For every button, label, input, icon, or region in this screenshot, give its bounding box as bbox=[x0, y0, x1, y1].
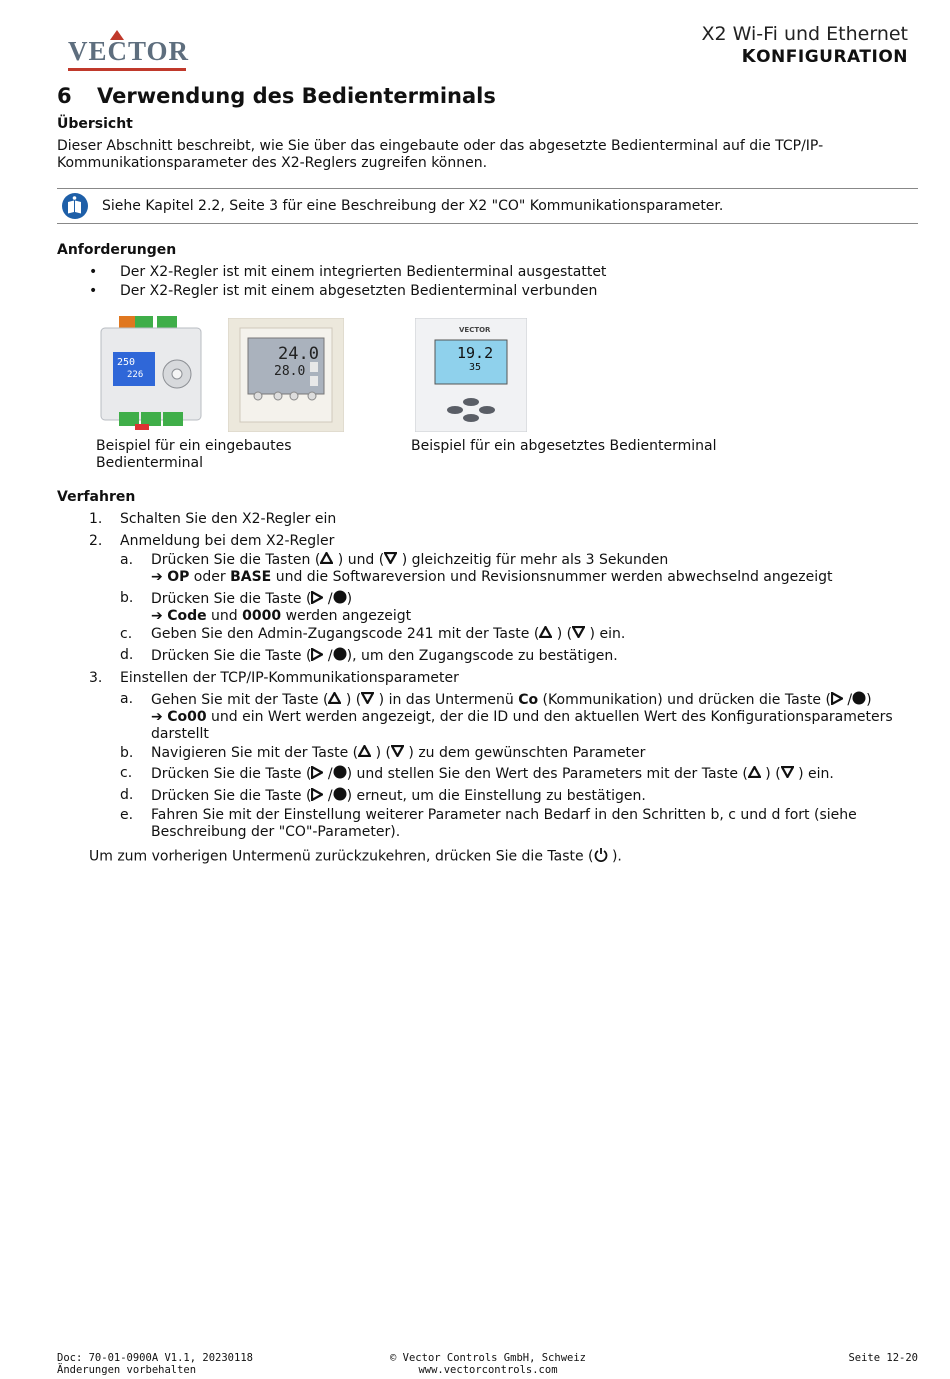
down-triangle-icon bbox=[781, 766, 794, 782]
step-2: Anmeldung bei dem X2-Regler bbox=[120, 533, 335, 549]
step-3b: Navigieren Sie mit der Taste ( ) ( ) zu dem gewünschten Parameter bbox=[151, 745, 646, 761]
play-icon bbox=[311, 788, 323, 805]
step-3e-cont: Beschreibung der "CO"-Parameter). bbox=[151, 824, 401, 840]
step-3a-result: ➔ Co00 und ein Wert werden angezeigt, der die ID und den aktuellen Wert des Konfigurationsparameters bbox=[151, 709, 893, 725]
footer-left: Doc: 70-01-0900A V1.1, 20230118 Änderungen vorbehalten bbox=[57, 1352, 253, 1376]
requirement-item: Der X2-Regler ist mit einem abgesetzten Bedienterminal verbunden bbox=[120, 283, 598, 299]
substep-label: a. bbox=[120, 552, 134, 568]
footer-page-number: Seite 12-20 bbox=[848, 1352, 918, 1364]
arrow-right-icon: ➔ bbox=[151, 709, 168, 725]
remote-terminal-image bbox=[415, 318, 527, 432]
substep-label: c. bbox=[120, 626, 133, 642]
step-2b: Drücken Sie die Taste ( / ) bbox=[151, 591, 353, 607]
device1-display-value: 250 bbox=[117, 357, 136, 368]
step-2b-result: ➔ Code und 0000 werden angezeigt bbox=[151, 608, 412, 624]
down-triangle-icon bbox=[384, 552, 397, 568]
step-3a-result-cont: darstellt bbox=[151, 726, 209, 742]
wall-terminal-image bbox=[228, 318, 344, 432]
play-icon bbox=[831, 692, 843, 709]
device3-display-value: 19.2 bbox=[457, 344, 494, 362]
device1-display-value: 226 bbox=[127, 370, 144, 380]
overview-heading: Übersicht bbox=[57, 116, 133, 132]
play-icon bbox=[311, 591, 323, 608]
builtin-terminal-image bbox=[97, 316, 205, 430]
note-text: Siehe Kapitel 2.2, Seite 3 für eine Beschreibung der X2 "CO" Kommunikationsparameter. bbox=[102, 198, 724, 214]
ok-dot-icon bbox=[333, 765, 347, 783]
up-triangle-icon bbox=[328, 692, 341, 708]
step-3d: Drücken Sie die Taste ( / ) erneut, um die Einstellung zu bestätigen. bbox=[151, 788, 646, 804]
section-title: Verwendung des Bedienterminals bbox=[97, 84, 496, 108]
step-2c: Geben Sie den Admin-Zugangscode 241 mit der Taste ( ) ( ) ein. bbox=[151, 626, 626, 642]
section-heading bbox=[57, 84, 496, 108]
play-icon bbox=[311, 648, 323, 665]
step-number: 1. bbox=[89, 511, 103, 527]
step-3a: Gehen Sie mit der Taste ( ) ( ) in das Untermenü Co (Kommunikation) und drücken die Taste ( / ) bbox=[151, 692, 872, 708]
logo-text: VECTOR bbox=[68, 36, 190, 66]
arrow-right-icon: ➔ bbox=[151, 569, 168, 585]
step-number: 3. bbox=[89, 670, 103, 686]
document-title: X2 Wi-Fi und Ethernet bbox=[701, 23, 908, 45]
up-triangle-icon bbox=[748, 766, 761, 782]
device3-brand: VECTOR bbox=[459, 326, 491, 334]
procedure-heading: Verfahren bbox=[57, 489, 136, 505]
caption-remote: Beispiel für ein abgesetztes Bedienterminal bbox=[411, 438, 717, 454]
power-icon bbox=[594, 847, 608, 866]
header-right bbox=[701, 22, 908, 68]
substep-label: d. bbox=[120, 787, 134, 803]
caption-builtin: Beispiel für ein eingebautes Bedienterminal bbox=[96, 438, 292, 471]
vector-logo bbox=[68, 30, 188, 70]
overview-line-2: Kommunikationsparameter des X2-Reglers zugreifen können. bbox=[57, 155, 488, 171]
down-triangle-icon bbox=[391, 745, 404, 761]
ok-dot-icon bbox=[333, 647, 347, 665]
down-triangle-icon bbox=[361, 692, 374, 708]
requirements-heading: Anforderungen bbox=[57, 242, 177, 258]
step-1: Schalten Sie den X2-Regler ein bbox=[120, 511, 337, 527]
substep-label: b. bbox=[120, 590, 134, 606]
up-triangle-icon bbox=[539, 626, 552, 642]
arrow-right-icon: ➔ bbox=[151, 608, 168, 624]
substep-label: e. bbox=[120, 807, 134, 823]
step-3: Einstellen der TCP/IP-Kommunikationsparameter bbox=[120, 670, 459, 686]
substep-label: d. bbox=[120, 647, 134, 663]
logo-underline bbox=[68, 68, 186, 71]
footer-center: © Vector Controls GmbH, Schweiz www.vectorcontrols.com bbox=[390, 1352, 586, 1376]
step-2d: Drücken Sie die Taste ( / ), um den Zugangscode zu bestätigen. bbox=[151, 648, 618, 664]
step-number: 2. bbox=[89, 533, 103, 549]
substep-label: b. bbox=[120, 745, 134, 761]
requirement-item: Der X2-Regler ist mit einem integrierten Bedienterminal ausgestattet bbox=[120, 264, 607, 280]
overview-line-1: Dieser Abschnitt beschreibt, wie Sie über das eingebaute oder das abgesetzte Bedienterminal auf die TCP/IP- bbox=[57, 138, 824, 154]
up-triangle-icon bbox=[358, 745, 371, 761]
device3-display-value: 35 bbox=[469, 362, 482, 373]
substep-label: c. bbox=[120, 765, 133, 781]
device2-display-value: 28.0 bbox=[274, 364, 306, 379]
play-icon bbox=[311, 766, 323, 783]
ok-dot-icon bbox=[333, 787, 347, 805]
step-3c: Drücken Sie die Taste ( / ) und stellen Sie den Wert des Parameters mit der Taste ( ) ( ) ein. bbox=[151, 766, 834, 782]
step-3e: Fahren Sie mit der Einstellung weiterer Parameter nach Bedarf in den Schritten b, c und d fort (siehe bbox=[151, 807, 857, 823]
document-subtitle: KONFIGURATION bbox=[741, 46, 908, 67]
device2-display-value: 24.0 bbox=[278, 344, 319, 364]
ok-dot-icon bbox=[852, 691, 866, 709]
substep-label: a. bbox=[120, 691, 134, 707]
back-instruction: Um zum vorherigen Untermenü zurückzukehren, drücken Sie die Taste ( ). bbox=[89, 848, 622, 865]
down-triangle-icon bbox=[572, 626, 585, 642]
ok-dot-icon bbox=[333, 590, 347, 608]
bullet-icon: • bbox=[89, 283, 98, 299]
note-box bbox=[57, 188, 918, 224]
step-2a: Drücken Sie die Tasten ( ) und ( ) gleichzeitig für mehr als 3 Sekunden bbox=[151, 552, 669, 568]
section-number: 6 bbox=[57, 84, 72, 108]
book-info-icon bbox=[62, 193, 88, 219]
up-triangle-icon bbox=[320, 552, 333, 568]
step-2a-result: ➔ OP oder BASE und die Softwareversion und Revisionsnummer werden abwechselnd angezeigt bbox=[151, 569, 833, 585]
bullet-icon: • bbox=[89, 264, 98, 280]
